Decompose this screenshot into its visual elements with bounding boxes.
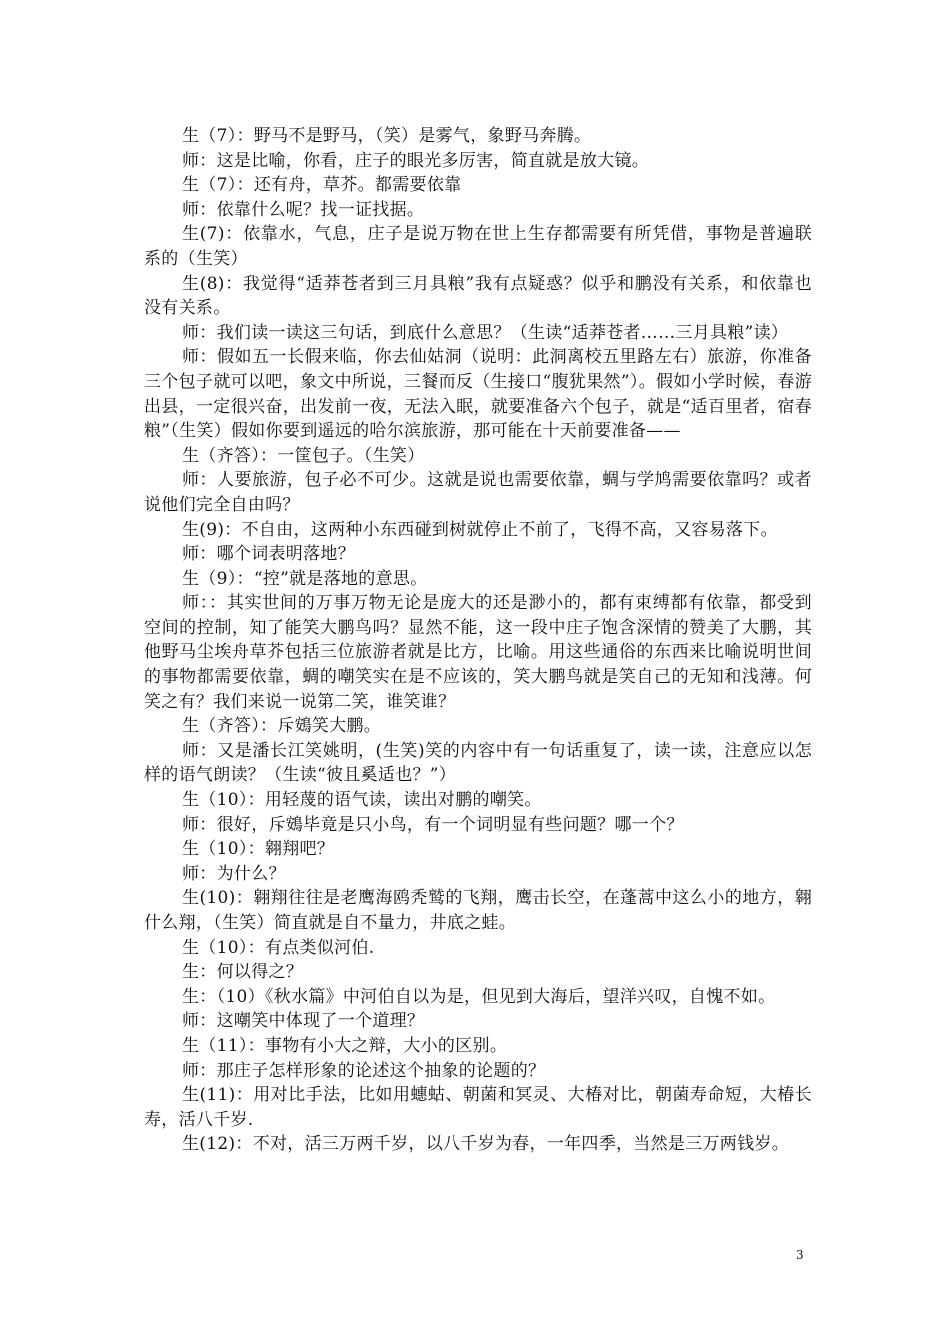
paragraph: 师：又是潘长江笑姚明，(生笑)笑的内容中有一句话重复了，读一读，注意应以怎样的语气朗读？（生读“彼且奚适也？”） [144, 740, 812, 786]
paragraph: 师：那庄子怎样形象的论述这个抽象的论题的？ [182, 1060, 546, 1081]
paragraph: 生：何以得之？ [182, 962, 304, 983]
paragraph: 生（7）：野马不是野马，（笑）是雾气，象野马奔腾。 [182, 126, 592, 146]
paragraph: 生(11)：用对比手法，比如用蟪蛄、朝菌和冥灵、大椿对比，朝菌寿命短，大椿长寿，活八千岁. [144, 1085, 812, 1130]
paragraph: 生（9）：“控”就是落地的意思。 [182, 568, 428, 589]
paragraph: 生(8)：我觉得“适莽苍者到三月具粮”我有点疑惑？似乎和鹏没有关系，和依靠也没有关系。 [144, 273, 812, 319]
paragraph: 师：为什么？ [182, 863, 286, 884]
paragraph: 生（10）：用轻蔑的语气读，读出对鹏的嘲笑。 [182, 790, 542, 811]
paragraph: 师：人要旅游，包子必不可少。这就是说也需要依靠，蜩与学鸠需要依靠吗？或者说他们完全自由吗？ [144, 470, 812, 515]
paragraph: 师：这是比喻，你看，庄子的眼光多厉害，简直就是放大镜。 [182, 150, 650, 171]
paragraph: 师：这嘲笑中体现了一个道理？ [182, 1011, 425, 1032]
paragraph: 师：假如五一长假来临，你去仙姑洞（说明：此洞离校五里路左右）旅游，你准备三个包子就可以吧，象文中所说，三餐而反（生接口“腹犹果然”）。假如小学时候，春游出县，一定很兴奋，出发前一夜，无法入眠，就要准备六个包子，就是“适百里者，宿春粮”（生笑）假如你要到遥远的哈尔滨旅游，那可能在十天前要准备—— [144, 347, 812, 442]
paragraph: 师：很好，斥鴳毕竟是只小鸟，有一个词明显有些问题？哪一个？ [182, 814, 684, 835]
paragraph: 生（7）：还有舟，草芥。都需要依靠 [182, 175, 462, 196]
paragraph: 生（11）：事物有小大之辩，大小的区别。 [182, 1035, 508, 1056]
paragraph: 师：我们读一读这三句话，到底什么意思？（生读“适莽苍者……三月具粮”读） [182, 322, 789, 343]
page-body [144, 124, 812, 1157]
paragraph: 生：（10）《秋水篇》中河伯自以为是，但见到大海后，望洋兴叹，自愧不如。 [182, 986, 776, 1007]
page-number: 3 [796, 1248, 804, 1262]
paragraph: 师：：其实世间的万事万物无论是庞大的还是渺小的，都有束缚都有依靠，都受到空间的控制，知了能笑大鹏鸟吗？显然不能，这一段中庄子饱含深情的赞美了大鹏，其他野马尘埃舟草芥包括三位旅游者就是比方，比喻。用这些通俗的东西来比喻说明世间的事物都需要依靠，蜩的嘲笑实在是不应该的，笑大鹏鸟就是笑自己的无知和浅薄。何笑之有？我们来说一说第二笑，谁笑谁？ [144, 593, 812, 712]
paragraph: 师：哪个词表明落地？ [182, 544, 355, 565]
paragraph: 生(7)：依靠水，气息，庄子是说万物在世上生存都需要有所凭借，事物是普遍联系的（生笑） [144, 224, 812, 269]
paragraph: 师：依靠什么呢？找一证找据。 [182, 199, 425, 220]
paragraph: 生(9)：不自由，这两种小东西碰到树就停止不前了，飞得不高，又容易落下。 [182, 519, 778, 540]
paragraph: 生（10）：翱翔吧？ [182, 839, 335, 860]
paragraph: 生（齐答）：斥鴳笑大鹏。 [182, 716, 382, 737]
paragraph: 生(12)：不对，活三万两千岁，以八千岁为春，一年四季，当然是三万两钱岁。 [182, 1134, 789, 1155]
paragraph: 生（10）：有点类似河伯. [182, 937, 375, 958]
paragraph: 生（齐答）：一筐包子。（生笑） [182, 445, 425, 466]
paragraph: 生(10)：翱翔往往是老鹰海鸥秃鹫的飞翔，鹰击长空，在蓬蒿中这么小的地方，翱什么翔，（生笑）简直就是自不量力，井底之蛙。 [144, 888, 812, 933]
